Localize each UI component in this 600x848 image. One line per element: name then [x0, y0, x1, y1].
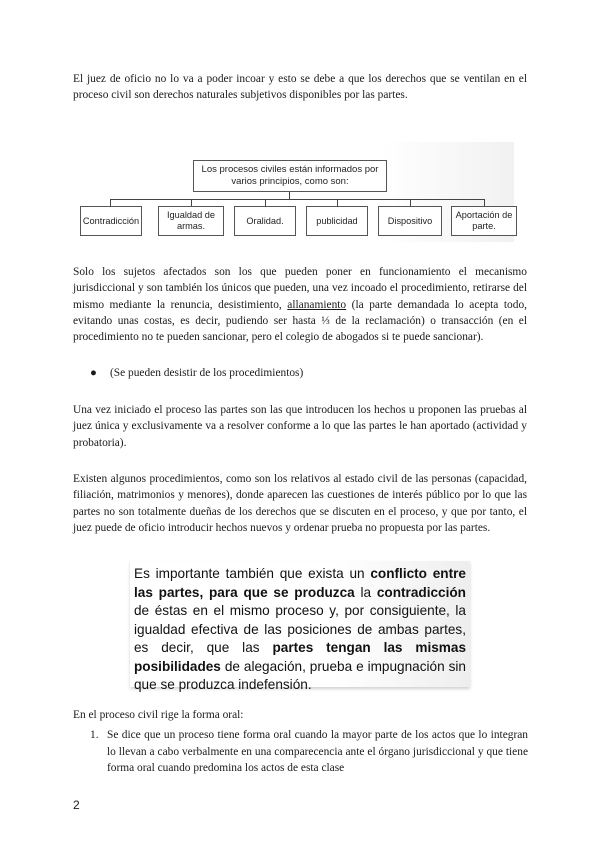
- bullet-icon: ●: [90, 367, 97, 379]
- diagram-node-aportacion: Aportación de parte.: [451, 206, 517, 236]
- paragraph-text: (la parte demandada lo acepta todo, evitando unas costas, es decir, pudiendo ser hasta ⅓ de la reclamación) o transacción (en el procedimiento no te pueden sancionar, pero el colegio de abogados si te puede sancionar).: [73, 298, 527, 344]
- diagram-connector: [110, 199, 484, 200]
- underlined-term: allanamiento: [287, 298, 347, 311]
- paragraph-civil-status: Existen algunos procedimientos, como son los relativos al estado civil de las personas (capacidad, filiación, matrimonios y menores), donde aparecen las cuestiones de interés público por lo que las partes no son totalmente dueñas de los derechos que se discuten en el proceso, y que por tanto, el juez puede de oficio introducir hechos nuevos y ordenar prueba no propuesta por las partes.: [73, 473, 527, 534]
- principles-diagram: [72, 142, 514, 242]
- diagram-node-dispositivo: Dispositivo: [378, 206, 442, 236]
- paragraph-subjects: [73, 264, 527, 345]
- list-number: 1.: [90, 729, 99, 741]
- diagram-connector: [110, 199, 111, 206]
- highlight-text: Es importante también que exista un conflicto entre las partes, para que se produzca la contradicción de éstas en el mismo proceso y, por consiguiente, la igualdad efectiva de las posiciones de ambas partes, es decir, que las partes tengan las mismas posibilidades de alegación, prueba e impugnación sin que se produzca indefensión.: [134, 566, 466, 692]
- paragraph-oral-form: En el proceso civil rige la forma oral:: [73, 709, 244, 721]
- diagram-connector: [191, 199, 192, 206]
- paragraph-rights: El juez de oficio no lo va a poder incoar y esto se debe a que los derechos que se ventilan en el proceso civil son derechos naturales subjetivos disponibles por las partes.: [73, 73, 527, 102]
- bullet-text: (Se pueden desistir de los procedimientos): [110, 367, 304, 379]
- diagram-connector: [337, 199, 338, 206]
- diagram-node-contradiccion: Contradicción: [80, 206, 142, 236]
- diagram-connector: [265, 199, 266, 206]
- diagram-connector: [289, 192, 290, 199]
- list-item-text: Se dice que un proceso tiene forma oral cuando la mayor parte de los actos que lo integran lo llevan a cabo verbalmente en una comparecencia ante el órgano jurisdiccional y que tiene forma oral cuando predomina los actos de esta clase: [107, 729, 528, 775]
- highlight-box: [130, 561, 470, 692]
- diagram-connector: [484, 199, 485, 206]
- diagram-node-oralidad: Oralidad.: [234, 206, 296, 236]
- diagram-node-igualdad: Igualdad de armas.: [158, 206, 224, 236]
- diagram-node-publicidad: publicidad: [306, 206, 368, 236]
- paragraph-text: Solo los sujetos afectados son los que pueden poner en funcionamiento el mecanismo jurisdiccional y son también los únicos que pueden, una vez incoado el procedimiento, retirarse del mismo mediante la renuncia, desistimiento,: [73, 266, 527, 311]
- diagram-root-node: Los procesos civiles están informados por varios principios, como son:: [193, 160, 387, 192]
- paragraph-proceedings: Una vez iniciado el proceso las partes son las que introducen los hechos u proponen las pruebas al juez única y exclusivamente va a resolver conforme a lo que las partes le han aportado (actividad y probatoria).: [73, 404, 527, 449]
- page-number: 2: [73, 798, 80, 812]
- diagram-connector: [410, 199, 411, 206]
